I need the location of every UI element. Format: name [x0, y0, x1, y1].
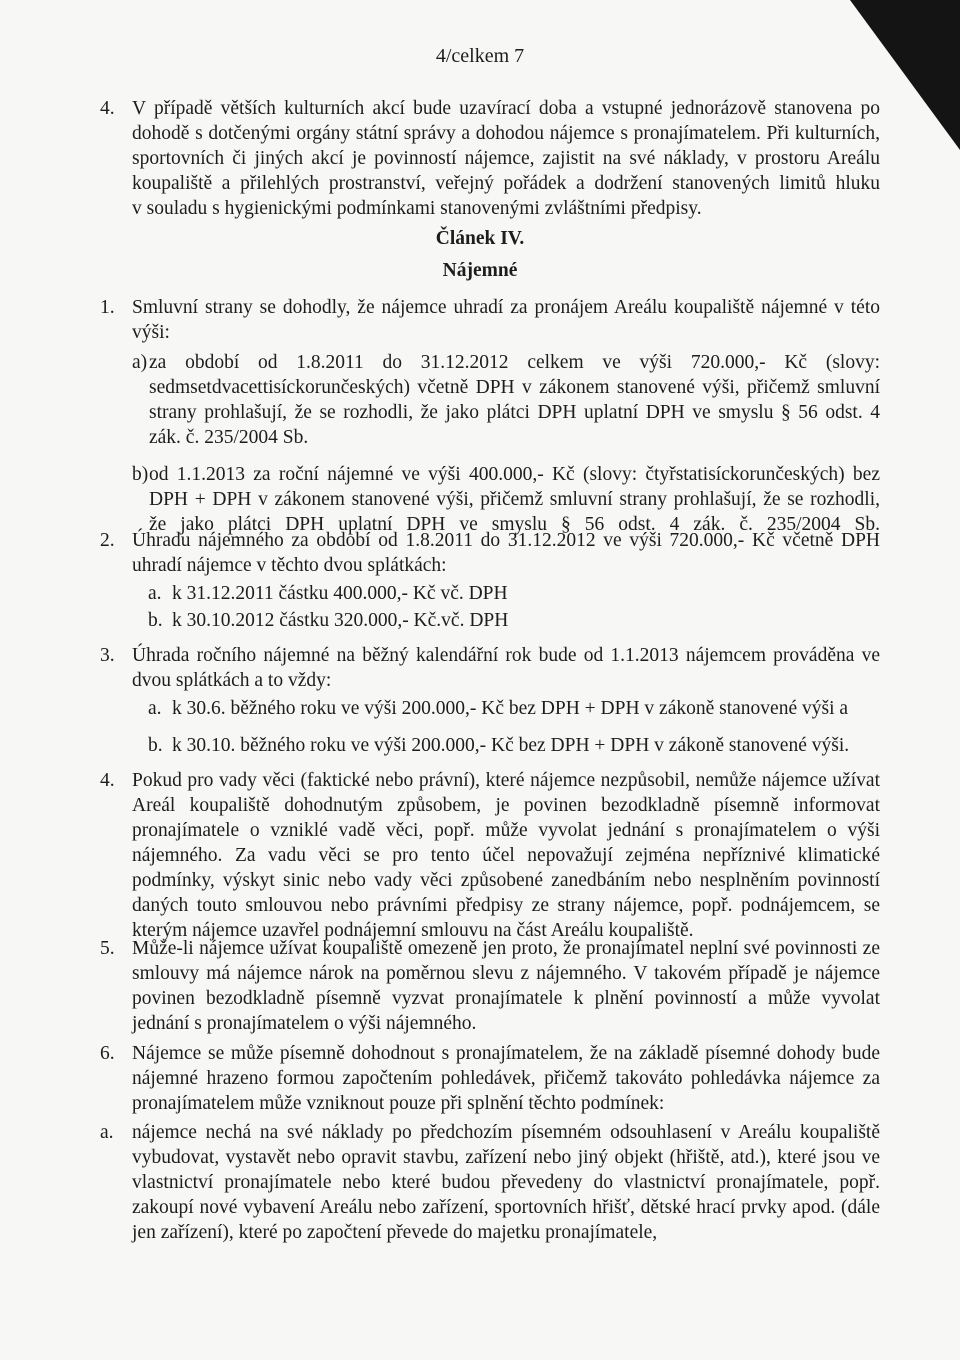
text-line: daných touto smlouvou nebo právními předpisy ze strany nájemce, popř. podnájemcem, se — [132, 895, 880, 916]
section-3-annual-payment — [100, 643, 880, 693]
text-line: koupaliště a přilehlých prostranství, veřejný pořádek a dodržení stanovených limitů hluku — [132, 173, 880, 194]
text-line: dohodě s dotčenými orgány státní správy a dohodou nájemce s pronajímatelem. Při kulturních, — [132, 123, 880, 144]
text-line: pronajímatelem může vzniknout pouze při splnění těchto podmínek: — [132, 1093, 665, 1114]
text-line: V případě větších kulturních akcí bude uzavírací doba a vstupné jednorázově stanovena po — [132, 98, 880, 119]
text-line: nájemné hrazeno formou započtením pohledávek, přičemž takováto pohledávka nájemce za — [132, 1068, 880, 1089]
text-line: Pokud pro vady věci (faktické nebo právní), které nájemce nezpůsobil, nemůže nájemce užívat — [132, 770, 880, 791]
section-6-item-a — [100, 1120, 880, 1245]
text-line: Úhrada ročního nájemné na běžný kalendářní rok bude od 1.1.2013 nájemcem prováděna ve — [132, 645, 880, 666]
item-label: b) — [132, 464, 149, 485]
text-line: uhradí nájemce v těchto dvou splátkách: — [132, 555, 447, 576]
section-1-rent — [100, 295, 880, 345]
text-line: kterým nájemce uzavřel podnájemní smlouvu na část Areálu koupaliště. — [132, 920, 694, 941]
page-header: 4/celkem 7 — [435, 45, 525, 67]
item-label: a) — [132, 352, 148, 373]
text-line: povinen bezodkladně písemně vyzvat pronajímatele k plnění povinností a může vyvolat — [132, 988, 880, 1009]
text-line: sportovních či jiných akcí je povinností nájemce, zajistit na své náklady, v prostoru Areálu — [132, 148, 880, 169]
text-line: jen zařízení), které po započtení převede do majetku pronajímatele, — [132, 1222, 658, 1243]
item-label: b. — [148, 735, 163, 756]
text-line: DPH + DPH v zákonem stanovené výši, přičemž smluvní strany prohlašují, že se rozhodli, — [149, 489, 880, 510]
item-label: a. — [148, 698, 162, 719]
text-line: nájemného. Za vadu věci se pro tento účel nepovažují zejména nepříznivé klimatické — [132, 845, 880, 866]
section-2-item-b — [148, 608, 748, 633]
text-line: k 30.10. běžného roku ve výši 200.000,- Kč bez DPH + DPH v zákoně stanovené výši. — [172, 735, 850, 756]
text-line: Nájemce se může písemně dohodnout s pronajímatelem, že na základě písemné dohody bude — [132, 1043, 880, 1064]
paragraph-number: 4. — [100, 770, 115, 791]
text-line: zakoupí nové vybavení Areálu nebo zařízení, sportovních hřišť, dětské hrací prvky apod. (dále — [132, 1197, 880, 1218]
item-label: a. — [148, 583, 162, 604]
paragraph-number: 2. — [100, 530, 115, 551]
text-line: vybudovat, vystavět nebo opravit stavbu, zařízení nebo jiný objekt (hřiště, atd.), které jsou ve — [132, 1147, 880, 1168]
item-label: b. — [148, 610, 163, 631]
section-3-item-b — [148, 733, 888, 758]
text-line: Areál koupaliště dohodnutým způsobem, je povinen bezodkladně písemně informovat — [132, 795, 880, 816]
section-4-defects — [100, 768, 880, 943]
paragraph-number: 3. — [100, 645, 115, 666]
text-line: v souladu s hygienickými podmínkami stanovenými zvláštními předpisy. — [132, 198, 702, 219]
text-line: od 1.1.2013 za roční nájemné ve výši 400.000,- Kč (slovy: čtyřstatisíckorunčeských) bez — [149, 464, 880, 485]
text-line: dvou splátkách a to vždy: — [132, 670, 332, 691]
item-label: a. — [100, 1122, 114, 1143]
text-line: že jako plátci DPH uplatní DPH ve smyslu § 56 odst. 4 zák. č. 235/2004 Sb. — [149, 514, 880, 535]
section-1-item-a — [132, 350, 880, 450]
text-line: jednání s pronajímatelem o výši nájemného. — [132, 1013, 477, 1034]
text-line: strany prohlašují, že se rozhodli, že jako plátci DPH uplatní DPH ve smyslu § 56 odst. 4 — [149, 402, 880, 423]
text-line: za období od 1.8.2011 do 31.12.2012 celkem ve výši 720.000,- Kč (slovy: — [149, 352, 880, 373]
section-3-item-a — [148, 696, 888, 721]
text-line: Smluvní strany se dohodly, že nájemce uhradí za pronájem Areálu koupaliště nájemné v této — [132, 297, 880, 318]
section-2-payment — [100, 528, 880, 578]
text-line: výši: — [132, 322, 170, 343]
text-line: smlouvy má nájemce nárok na poměrnou slevu z nájemného. V takovém případě je nájemce — [132, 963, 880, 984]
section-6-offset — [100, 1041, 880, 1116]
paragraph-number: 5. — [100, 938, 115, 959]
paragraph-number: 4. — [100, 98, 115, 119]
text-line: sedmsetdvacettisíckorunčeských) včetně DPH v zákonem stanovené výši, přičemž smluvní — [149, 377, 880, 398]
text-line: k 30.10.2012 částku 320.000,- Kč.vč. DPH — [172, 610, 509, 631]
text-line: k 31.12.2011 částku 400.000,- Kč vč. DPH — [172, 583, 508, 604]
text-line: zák. č. 235/2004 Sb. — [149, 427, 309, 448]
paragraph-number: 6. — [100, 1043, 115, 1064]
article-title: Článek IV. — [435, 228, 525, 249]
text-line: nájemce nechá na své náklady po předchozím písemném odsouhlasení v Areálu koupaliště — [132, 1122, 880, 1143]
text-line: pronajímatele o vzniklé vadě věci, popř. může vyvolat jednání s pronajímatelem o výši — [132, 820, 880, 841]
section-5-discount — [100, 936, 880, 1036]
paragraph-number: 1. — [100, 297, 115, 318]
text-line: Úhradu nájemného za období od 1.8.2011 do 31.12.2012 ve výši 720.000,- Kč včetně DPH — [132, 530, 880, 551]
section-1-item-b — [132, 462, 880, 537]
text-line: vlastnictví pronajímatele nebo které budou převedeny do vlastnictví pronajímatele, popř. — [132, 1172, 880, 1193]
article-subtitle: Nájemné — [442, 260, 518, 281]
text-line: k 30.6. běžného roku ve výši 200.000,- Kč bez DPH + DPH v zákoně stanovené výši a — [172, 698, 849, 719]
section-2-item-a — [148, 581, 748, 606]
paragraph-4-events — [100, 96, 880, 221]
text-line: podmínky, výskyt sinic nebo vady věci způsobené zanedbáním nebo nesplněním povinností — [132, 870, 880, 891]
text-line: Může-li nájemce užívat koupaliště omezeně jen proto, že pronajímatel neplní své povinnosti ze — [132, 938, 880, 959]
